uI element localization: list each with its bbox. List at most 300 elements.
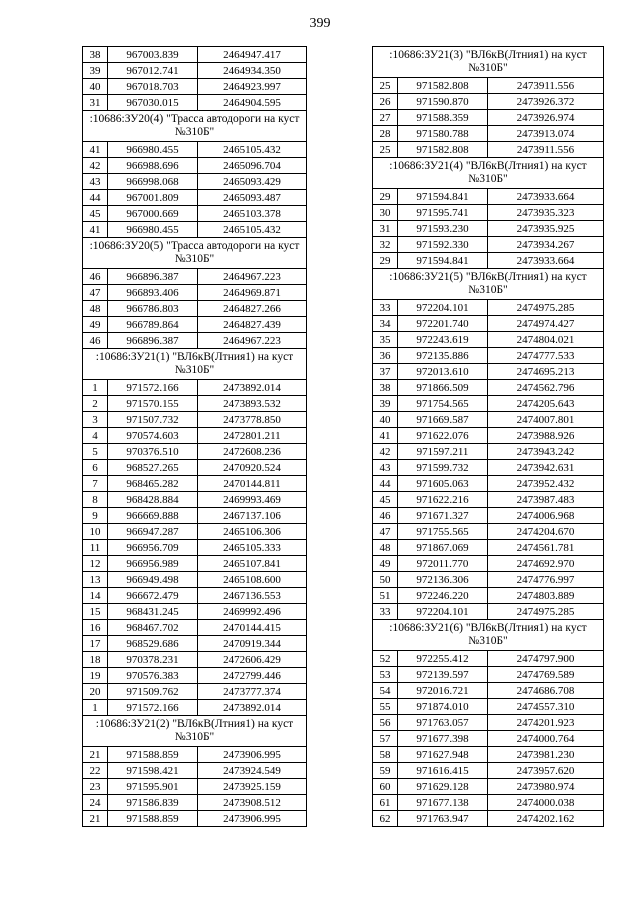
y-coordinate: 2465106.306 [198, 524, 307, 540]
point-number: 21 [83, 747, 108, 763]
x-coordinate: 966980.455 [108, 142, 198, 158]
x-coordinate: 968428.884 [108, 492, 198, 508]
y-coordinate: 2474201.923 [488, 715, 604, 731]
x-coordinate: 966893.406 [108, 285, 198, 301]
point-number: 25 [373, 142, 398, 158]
table-row [83, 700, 307, 716]
table-row [83, 142, 307, 158]
x-coordinate: 966956.989 [108, 556, 198, 572]
y-coordinate: 2474804.021 [488, 332, 604, 348]
point-number: 22 [83, 763, 108, 779]
x-coordinate: 966980.455 [108, 222, 198, 238]
point-number: 23 [83, 779, 108, 795]
table-row [83, 444, 307, 460]
x-coordinate: 968527.265 [108, 460, 198, 476]
x-coordinate: 968465.282 [108, 476, 198, 492]
point-number: 41 [83, 222, 108, 238]
table-row [83, 620, 307, 636]
y-coordinate: 2464967.223 [198, 333, 307, 349]
point-number: 46 [373, 508, 398, 524]
y-coordinate: 2474797.900 [488, 651, 604, 667]
x-coordinate: 971763.057 [398, 715, 488, 731]
table-row [373, 492, 604, 508]
y-coordinate: 2470919.344 [198, 636, 307, 652]
point-number: 19 [83, 668, 108, 684]
y-coordinate: 2472608.236 [198, 444, 307, 460]
y-coordinate: 2472801.211 [198, 428, 307, 444]
x-coordinate: 966669.888 [108, 508, 198, 524]
x-coordinate: 971677.138 [398, 795, 488, 811]
x-coordinate: 972139.597 [398, 667, 488, 683]
x-coordinate: 972204.101 [398, 300, 488, 316]
table-row [373, 396, 604, 412]
x-coordinate: 971592.330 [398, 237, 488, 253]
point-number: 29 [373, 189, 398, 205]
x-coordinate: 971763.947 [398, 811, 488, 827]
point-number: 51 [373, 588, 398, 604]
x-coordinate: 971595.901 [108, 779, 198, 795]
point-number: 40 [373, 412, 398, 428]
table-row [83, 428, 307, 444]
x-coordinate: 971590.870 [398, 94, 488, 110]
y-coordinate: 2474007.801 [488, 412, 604, 428]
y-coordinate: 2474204.670 [488, 524, 604, 540]
table-row [373, 747, 604, 763]
table-row [373, 715, 604, 731]
table-row [373, 731, 604, 747]
table-row [373, 316, 604, 332]
point-number: 45 [83, 206, 108, 222]
y-coordinate: 2473957.620 [488, 763, 604, 779]
point-number: 10 [83, 524, 108, 540]
section-header-row [83, 238, 307, 269]
table-row [83, 747, 307, 763]
x-coordinate: 967012.741 [108, 63, 198, 79]
y-coordinate: 2474692.970 [488, 556, 604, 572]
x-coordinate: 966949.498 [108, 572, 198, 588]
x-coordinate: 966998.068 [108, 174, 198, 190]
y-coordinate: 2473906.995 [198, 811, 307, 827]
point-number: 55 [373, 699, 398, 715]
point-number: 49 [83, 317, 108, 333]
y-coordinate: 2464967.223 [198, 269, 307, 285]
y-coordinate: 2473942.631 [488, 460, 604, 476]
x-coordinate: 971582.808 [398, 78, 488, 94]
point-number: 8 [83, 492, 108, 508]
x-coordinate: 972243.619 [398, 332, 488, 348]
x-coordinate: 971588.859 [108, 811, 198, 827]
point-number: 18 [83, 652, 108, 668]
x-coordinate: 972011.770 [398, 556, 488, 572]
point-number: 1 [83, 380, 108, 396]
table-row [83, 190, 307, 206]
point-number: 14 [83, 588, 108, 604]
point-number: 31 [373, 221, 398, 237]
y-coordinate: 2465108.600 [198, 572, 307, 588]
y-coordinate: 2464934.350 [198, 63, 307, 79]
point-number: 2 [83, 396, 108, 412]
point-number: 1 [83, 700, 108, 716]
point-number: 36 [373, 348, 398, 364]
table-row [373, 237, 604, 253]
point-number: 3 [83, 412, 108, 428]
y-coordinate: 2474000.038 [488, 795, 604, 811]
x-coordinate: 967030.015 [108, 95, 198, 111]
table-row [83, 285, 307, 301]
table-row [83, 684, 307, 700]
x-coordinate: 971622.076 [398, 428, 488, 444]
y-coordinate: 2465093.487 [198, 190, 307, 206]
y-coordinate: 2473933.664 [488, 189, 604, 205]
y-coordinate: 2473926.372 [488, 94, 604, 110]
table-body [373, 47, 604, 827]
y-coordinate: 2474776.997 [488, 572, 604, 588]
table-row [373, 763, 604, 779]
point-number: 43 [83, 174, 108, 190]
y-coordinate: 2473892.014 [198, 380, 307, 396]
table-row [373, 524, 604, 540]
point-number: 5 [83, 444, 108, 460]
x-coordinate: 971580.788 [398, 126, 488, 142]
x-coordinate: 971572.166 [108, 700, 198, 716]
point-number: 49 [373, 556, 398, 572]
x-coordinate: 971605.063 [398, 476, 488, 492]
x-coordinate: 971570.155 [108, 396, 198, 412]
y-coordinate: 2474686.708 [488, 683, 604, 699]
table-row [83, 668, 307, 684]
table-row [373, 588, 604, 604]
section-header-row [83, 349, 307, 380]
point-number: 47 [373, 524, 398, 540]
table-row [373, 126, 604, 142]
table-row [83, 572, 307, 588]
point-number: 4 [83, 428, 108, 444]
point-number: 48 [83, 301, 108, 317]
y-coordinate: 2473911.556 [488, 78, 604, 94]
section-title: :10686:ЗУ20(4) "Трасса автодороги на куст №310Б" [83, 111, 307, 142]
point-number: 39 [83, 63, 108, 79]
point-number: 33 [373, 300, 398, 316]
table-row [83, 95, 307, 111]
y-coordinate: 2473943.242 [488, 444, 604, 460]
point-number: 52 [373, 651, 398, 667]
table-row [83, 412, 307, 428]
x-coordinate: 972016.721 [398, 683, 488, 699]
table-row [83, 79, 307, 95]
x-coordinate: 966789.864 [108, 317, 198, 333]
x-coordinate: 972204.101 [398, 604, 488, 620]
x-coordinate: 971507.732 [108, 412, 198, 428]
y-coordinate: 2474975.285 [488, 300, 604, 316]
table-row [373, 78, 604, 94]
y-coordinate: 2474974.427 [488, 316, 604, 332]
coordinates-table-left [82, 46, 307, 827]
x-coordinate: 971598.421 [108, 763, 198, 779]
y-coordinate: 2473934.267 [488, 237, 604, 253]
y-coordinate: 2474769.589 [488, 667, 604, 683]
point-number: 29 [373, 253, 398, 269]
table-row [83, 508, 307, 524]
y-coordinate: 2473908.512 [198, 795, 307, 811]
table-row [83, 301, 307, 317]
x-coordinate: 971597.211 [398, 444, 488, 460]
x-coordinate: 972246.220 [398, 588, 488, 604]
table-row [373, 428, 604, 444]
point-number: 6 [83, 460, 108, 476]
table-row [373, 412, 604, 428]
point-number: 57 [373, 731, 398, 747]
section-title: :10686:ЗУ21(3) "ВЛ6кВ(Лтния1) на куст №310Б" [373, 47, 604, 78]
x-coordinate: 971582.808 [398, 142, 488, 158]
table-row [373, 699, 604, 715]
point-number: 37 [373, 364, 398, 380]
x-coordinate: 971616.415 [398, 763, 488, 779]
x-coordinate: 967003.839 [108, 47, 198, 63]
point-number: 46 [83, 269, 108, 285]
point-number: 44 [83, 190, 108, 206]
y-coordinate: 2474561.781 [488, 540, 604, 556]
y-coordinate: 2464923.997 [198, 79, 307, 95]
table-row [373, 142, 604, 158]
point-number: 15 [83, 604, 108, 620]
y-coordinate: 2474975.285 [488, 604, 604, 620]
y-coordinate: 2473933.664 [488, 253, 604, 269]
section-title: :10686:ЗУ21(1) "ВЛ6кВ(Лтния1) на куст №310Б" [83, 349, 307, 380]
x-coordinate: 972255.412 [398, 651, 488, 667]
point-number: 54 [373, 683, 398, 699]
x-coordinate: 968431.245 [108, 604, 198, 620]
y-coordinate: 2473778.850 [198, 412, 307, 428]
x-coordinate: 966896.387 [108, 333, 198, 349]
table-row [83, 556, 307, 572]
table-row [83, 492, 307, 508]
x-coordinate: 971669.587 [398, 412, 488, 428]
table-row [83, 779, 307, 795]
coordinates-table-right [372, 46, 604, 827]
point-number: 17 [83, 636, 108, 652]
x-coordinate: 972136.306 [398, 572, 488, 588]
y-coordinate: 2467136.553 [198, 588, 307, 604]
x-coordinate: 971599.732 [398, 460, 488, 476]
table-row [83, 636, 307, 652]
x-coordinate: 970576.383 [108, 668, 198, 684]
point-number: 32 [373, 237, 398, 253]
table-row [83, 604, 307, 620]
point-number: 34 [373, 316, 398, 332]
y-coordinate: 2473980.974 [488, 779, 604, 795]
table-row [83, 460, 307, 476]
point-number: 41 [373, 428, 398, 444]
point-number: 48 [373, 540, 398, 556]
x-coordinate: 966988.696 [108, 158, 198, 174]
x-coordinate: 971629.128 [398, 779, 488, 795]
table-row [373, 683, 604, 699]
table-row [373, 667, 604, 683]
point-number: 28 [373, 126, 398, 142]
y-coordinate: 2473952.432 [488, 476, 604, 492]
section-title: :10686:ЗУ20(5) "Трасса автодороги на куст №310Б" [83, 238, 307, 269]
table-row [83, 269, 307, 285]
y-coordinate: 2470144.811 [198, 476, 307, 492]
x-coordinate: 966786.803 [108, 301, 198, 317]
table-row [373, 779, 604, 795]
y-coordinate: 2473924.549 [198, 763, 307, 779]
table-row [373, 795, 604, 811]
x-coordinate: 971866.509 [398, 380, 488, 396]
table-row [83, 158, 307, 174]
x-coordinate: 966947.287 [108, 524, 198, 540]
table-row [83, 652, 307, 668]
y-coordinate: 2465107.841 [198, 556, 307, 572]
table-row [83, 47, 307, 63]
section-header-row [373, 269, 604, 300]
y-coordinate: 2473906.995 [198, 747, 307, 763]
y-coordinate: 2465103.378 [198, 206, 307, 222]
y-coordinate: 2465093.429 [198, 174, 307, 190]
y-coordinate: 2464947.417 [198, 47, 307, 63]
point-number: 47 [83, 285, 108, 301]
y-coordinate: 2473777.374 [198, 684, 307, 700]
point-number: 38 [373, 380, 398, 396]
point-number: 38 [83, 47, 108, 63]
x-coordinate: 967001.809 [108, 190, 198, 206]
x-coordinate: 971627.948 [398, 747, 488, 763]
y-coordinate: 2474695.213 [488, 364, 604, 380]
point-number: 53 [373, 667, 398, 683]
y-coordinate: 2473925.159 [198, 779, 307, 795]
table-row [373, 348, 604, 364]
y-coordinate: 2474202.162 [488, 811, 604, 827]
table-row [373, 476, 604, 492]
point-number: 45 [373, 492, 398, 508]
page-number: 399 [309, 16, 331, 31]
x-coordinate: 966672.479 [108, 588, 198, 604]
y-coordinate: 2474000.764 [488, 731, 604, 747]
point-number: 31 [83, 95, 108, 111]
table-row [373, 651, 604, 667]
point-number: 40 [83, 79, 108, 95]
y-coordinate: 2474803.889 [488, 588, 604, 604]
y-coordinate: 2473911.556 [488, 142, 604, 158]
y-coordinate: 2472606.429 [198, 652, 307, 668]
table-row [83, 222, 307, 238]
point-number: 60 [373, 779, 398, 795]
point-number: 50 [373, 572, 398, 588]
section-title: :10686:ЗУ21(4) "ВЛ6кВ(Лтния1) на куст №310Б" [373, 158, 604, 189]
x-coordinate: 971586.839 [108, 795, 198, 811]
section-title: :10686:ЗУ21(6) "ВЛ6кВ(Лтния1) на куст №310Б" [373, 620, 604, 651]
point-number: 30 [373, 205, 398, 221]
y-coordinate: 2474562.796 [488, 380, 604, 396]
table-row [373, 460, 604, 476]
x-coordinate: 970574.603 [108, 428, 198, 444]
y-coordinate: 2465105.333 [198, 540, 307, 556]
y-coordinate: 2473981.230 [488, 747, 604, 763]
point-number: 43 [373, 460, 398, 476]
table-body [83, 47, 307, 827]
x-coordinate: 971509.762 [108, 684, 198, 700]
table-row [373, 221, 604, 237]
y-coordinate: 2474777.533 [488, 348, 604, 364]
point-number: 42 [83, 158, 108, 174]
point-number: 46 [83, 333, 108, 349]
table-row [373, 300, 604, 316]
table-row [373, 332, 604, 348]
x-coordinate: 971588.859 [108, 747, 198, 763]
point-number: 24 [83, 795, 108, 811]
y-coordinate: 2473935.323 [488, 205, 604, 221]
y-coordinate: 2464904.595 [198, 95, 307, 111]
table-row [373, 572, 604, 588]
y-coordinate: 2473926.974 [488, 110, 604, 126]
x-coordinate: 971867.069 [398, 540, 488, 556]
x-coordinate: 971874.010 [398, 699, 488, 715]
y-coordinate: 2465096.704 [198, 158, 307, 174]
table-row [373, 444, 604, 460]
table-row [373, 110, 604, 126]
point-number: 12 [83, 556, 108, 572]
table-row [373, 380, 604, 396]
y-coordinate: 2464827.266 [198, 301, 307, 317]
section-header-row [373, 620, 604, 651]
x-coordinate: 967018.703 [108, 79, 198, 95]
table-row [83, 380, 307, 396]
point-number: 27 [373, 110, 398, 126]
table-row [83, 174, 307, 190]
table-row [373, 94, 604, 110]
x-coordinate: 972135.886 [398, 348, 488, 364]
table-row [373, 556, 604, 572]
y-coordinate: 2473913.074 [488, 126, 604, 142]
x-coordinate: 971588.359 [398, 110, 488, 126]
x-coordinate: 971572.166 [108, 380, 198, 396]
y-coordinate: 2467137.106 [198, 508, 307, 524]
table-row [373, 189, 604, 205]
x-coordinate: 971594.841 [398, 253, 488, 269]
point-number: 59 [373, 763, 398, 779]
y-coordinate: 2470144.415 [198, 620, 307, 636]
point-number: 33 [373, 604, 398, 620]
x-coordinate: 971671.327 [398, 508, 488, 524]
table-row [83, 540, 307, 556]
point-number: 16 [83, 620, 108, 636]
point-number: 9 [83, 508, 108, 524]
point-number: 62 [373, 811, 398, 827]
y-coordinate: 2469993.469 [198, 492, 307, 508]
point-number: 20 [83, 684, 108, 700]
table-row [83, 63, 307, 79]
table-row [83, 206, 307, 222]
table-row [373, 253, 604, 269]
point-number: 56 [373, 715, 398, 731]
point-number: 39 [373, 396, 398, 412]
point-number: 13 [83, 572, 108, 588]
x-coordinate: 966956.709 [108, 540, 198, 556]
point-number: 42 [373, 444, 398, 460]
section-header-row [373, 47, 604, 78]
x-coordinate: 971754.565 [398, 396, 488, 412]
y-coordinate: 2469992.496 [198, 604, 307, 620]
y-coordinate: 2465105.432 [198, 222, 307, 238]
point-number: 25 [373, 78, 398, 94]
section-header-row [373, 158, 604, 189]
section-title: :10686:ЗУ21(2) "ВЛ6кВ(Лтния1) на куст №310Б" [83, 716, 307, 747]
y-coordinate: 2464827.439 [198, 317, 307, 333]
y-coordinate: 2465105.432 [198, 142, 307, 158]
y-coordinate: 2474205.643 [488, 396, 604, 412]
x-coordinate: 972201.740 [398, 316, 488, 332]
y-coordinate: 2474006.968 [488, 508, 604, 524]
